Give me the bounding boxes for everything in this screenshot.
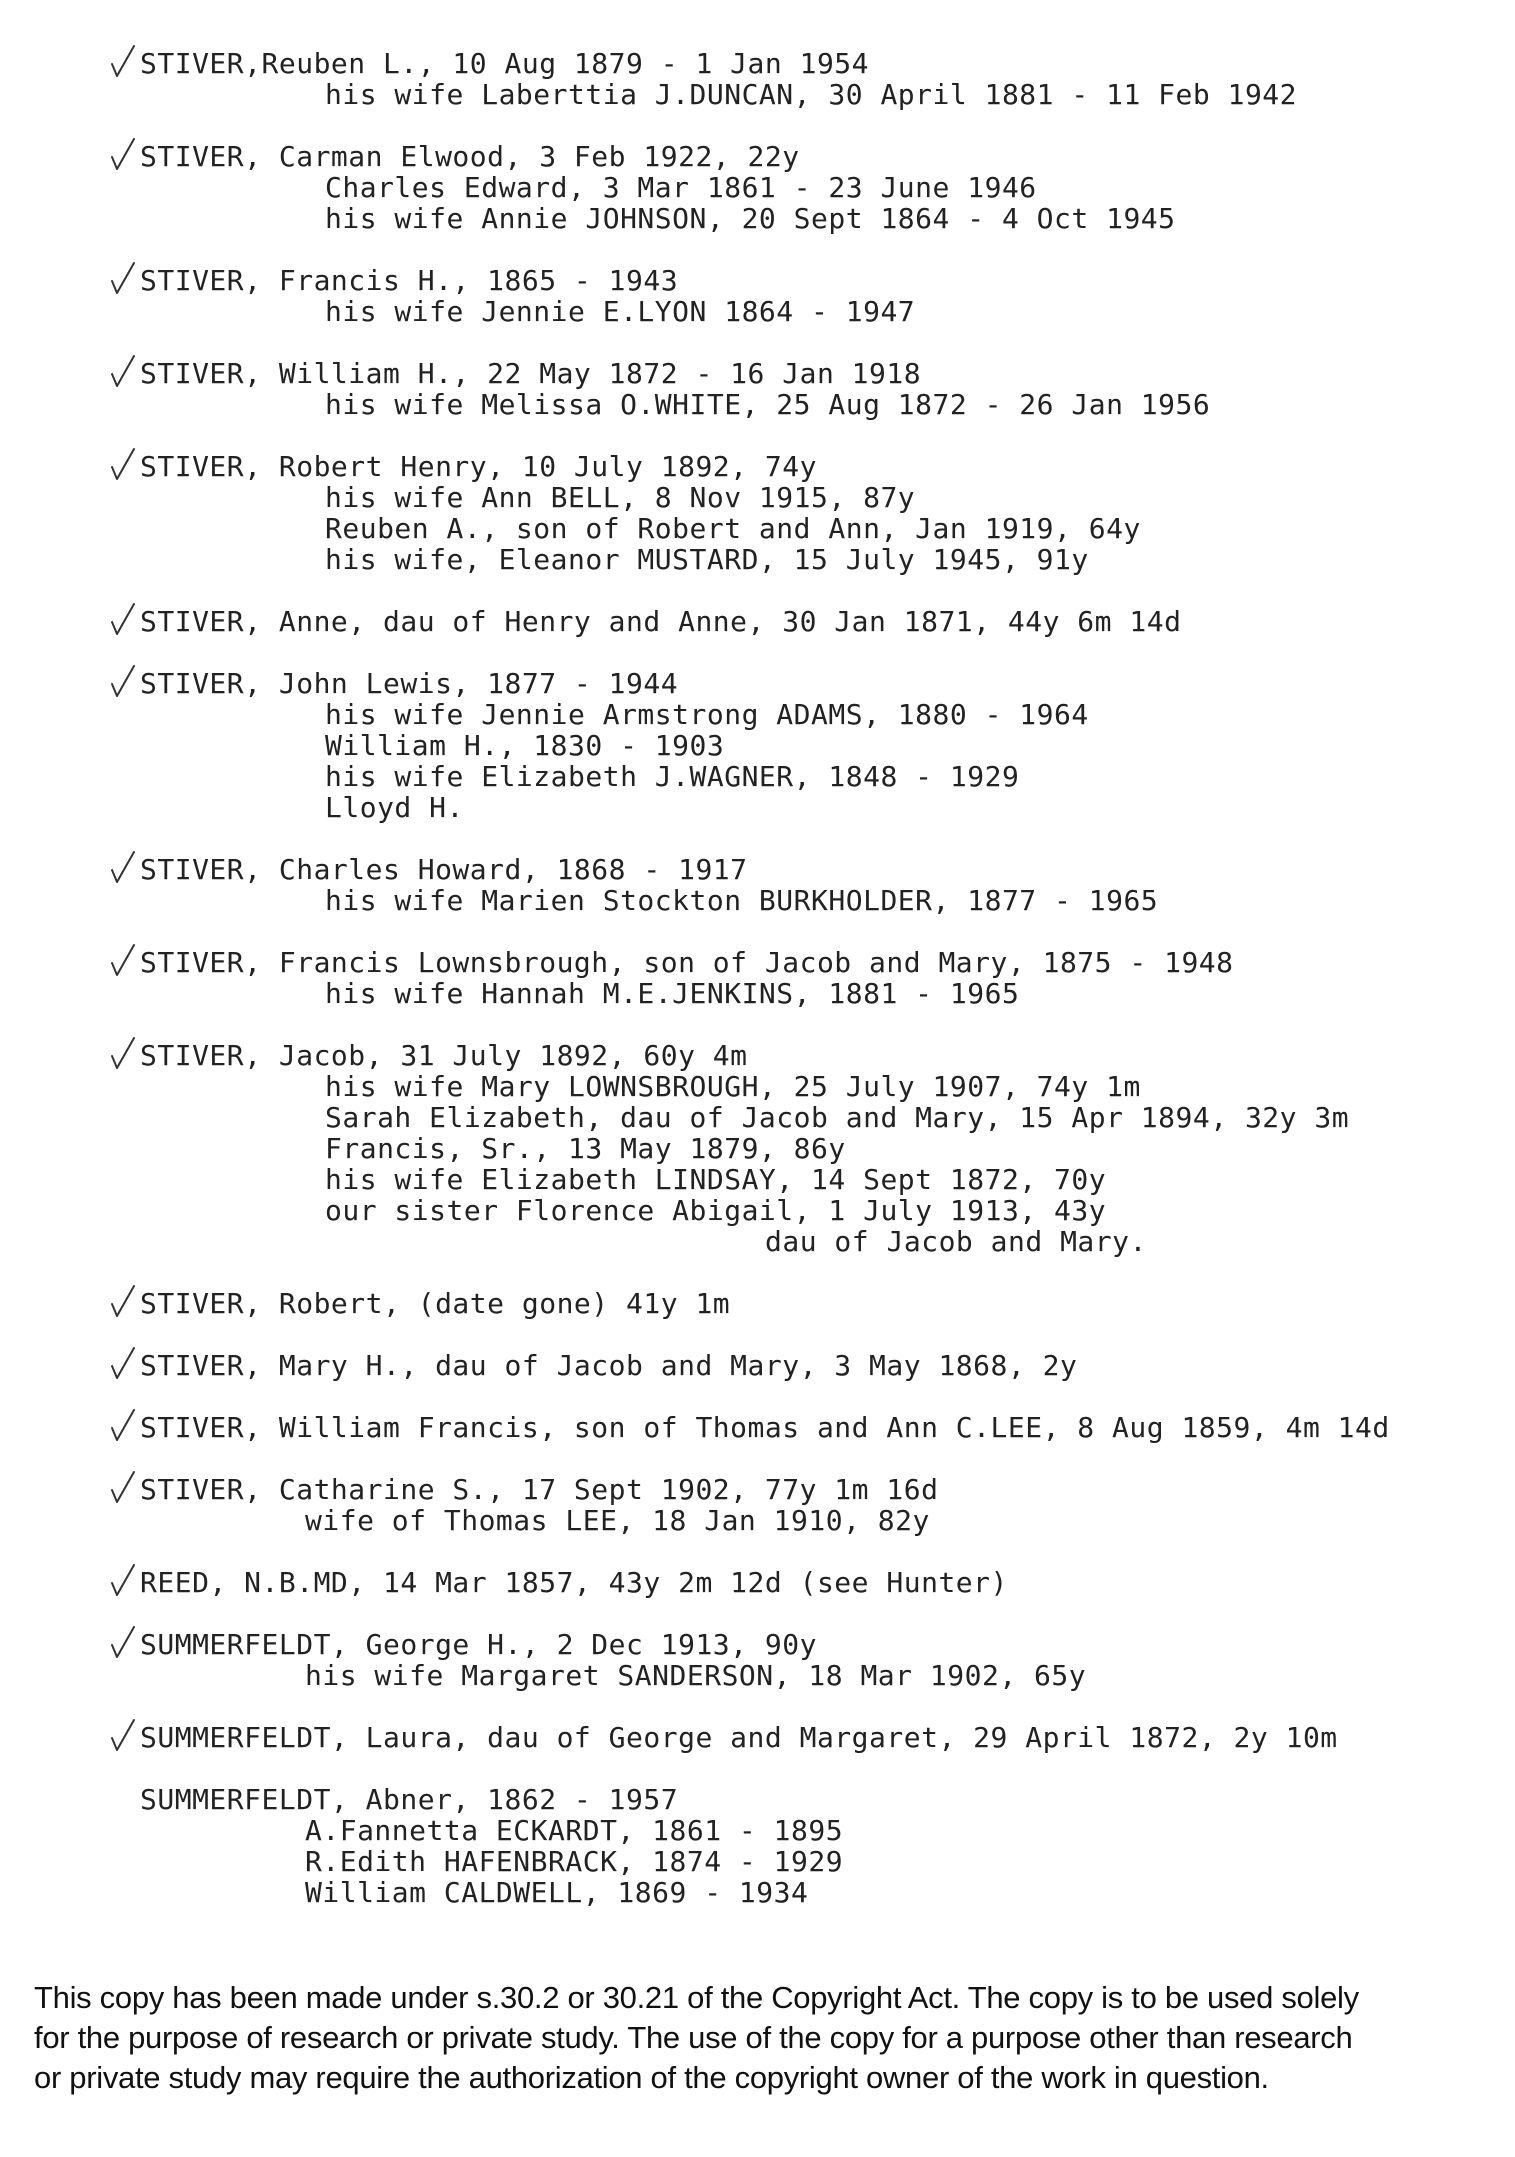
burial-entry bbox=[0, 141, 1515, 234]
entry-heading-line: REED, N.B.MD, 14 Mar 1857, 43y 2m 12d (see Hunter) bbox=[140, 1566, 1008, 1599]
entry-heading-line: STIVER, Anne, dau of Henry and Anne, 30 Jan 1871, 44y 6m 14d bbox=[140, 605, 1182, 638]
checkmark-icon bbox=[108, 1282, 138, 1322]
checkmark-icon bbox=[108, 1716, 138, 1756]
checkmark-icon bbox=[108, 1406, 138, 1446]
entry-detail-line: wife of Thomas LEE, 18 Jan 1910, 82y bbox=[305, 1504, 930, 1537]
entry-heading-line: STIVER,Reuben L., 10 Aug 1879 - 1 Jan 1954 bbox=[140, 47, 870, 80]
copyright-notice-line: This copy has been made under s.30.2 or 30.21 of the Copyright Act. The copy is to be used solely bbox=[34, 1980, 1359, 2015]
entry-detail-line: his wife Melissa O.WHITE, 25 Aug 1872 - 26 Jan 1956 bbox=[325, 388, 1211, 421]
entry-detail-line: Charles Edward, 3 Mar 1861 - 23 June 1946 bbox=[325, 171, 1037, 204]
entry-heading-line: STIVER, Mary H., dau of Jacob and Mary, 3 May 1868, 2y bbox=[140, 1349, 1078, 1382]
entry-heading-line: STIVER, John Lewis, 1877 - 1944 bbox=[140, 667, 679, 700]
burial-entry bbox=[0, 1350, 1515, 1381]
burial-entry bbox=[0, 358, 1515, 420]
entry-detail-line: our sister Florence Abigail, 1 July 1913, 43y bbox=[325, 1194, 1107, 1227]
entry-detail-line: R.Edith HAFENBRACK, 1874 - 1929 bbox=[305, 1845, 844, 1878]
burial-entry bbox=[0, 854, 1515, 916]
burial-entry bbox=[0, 265, 1515, 327]
burial-entry bbox=[0, 947, 1515, 1009]
checkmark-icon bbox=[108, 1034, 138, 1074]
burial-entry bbox=[0, 668, 1515, 823]
checkmark-icon bbox=[108, 42, 138, 82]
entry-detail-line: Francis, Sr., 13 May 1879, 86y bbox=[325, 1132, 846, 1165]
entry-detail-line: Sarah Elizabeth, dau of Jacob and Mary, 15 Apr 1894, 32y 3m bbox=[325, 1101, 1350, 1134]
checkmark-icon bbox=[108, 1344, 138, 1384]
entry-detail-line: his wife Laberttia J.DUNCAN, 30 April 1881 - 11 Feb 1942 bbox=[325, 78, 1298, 111]
checkmark-icon bbox=[108, 135, 138, 175]
entry-detail-line: his wife Ann BELL, 8 Nov 1915, 87y bbox=[325, 481, 916, 514]
entry-detail-line: William H., 1830 - 1903 bbox=[325, 729, 725, 762]
entry-detail-line: his wife Annie JOHNSON, 20 Sept 1864 - 4 Oct 1945 bbox=[325, 202, 1176, 235]
entry-detail-line: dau of Jacob and Mary. bbox=[765, 1225, 1147, 1258]
entry-detail-line: William CALDWELL, 1869 - 1934 bbox=[305, 1876, 809, 1909]
burial-entry bbox=[0, 1722, 1515, 1753]
entry-heading-line: SUMMERFELDT, Abner, 1862 - 1957 bbox=[140, 1783, 679, 1816]
burial-entry bbox=[0, 606, 1515, 637]
entry-heading-line: STIVER, Robert, (date gone) 41y 1m bbox=[140, 1287, 731, 1320]
copyright-notice bbox=[34, 1978, 1494, 2098]
entry-heading-line: STIVER, Carman Elwood, 3 Feb 1922, 22y bbox=[140, 140, 800, 173]
burial-entry bbox=[0, 1784, 1515, 1908]
burial-entry bbox=[0, 48, 1515, 110]
checkmark-icon bbox=[108, 1468, 138, 1508]
entry-detail-line: his wife Mary LOWNSBROUGH, 25 July 1907, 74y 1m bbox=[325, 1070, 1141, 1103]
entry-detail-line: his wife Marien Stockton BURKHOLDER, 1877 - 1965 bbox=[325, 884, 1159, 917]
checkmark-icon bbox=[108, 600, 138, 640]
entry-heading-line: STIVER, Francis Lownsbrough, son of Jacob and Mary, 1875 - 1948 bbox=[140, 946, 1234, 979]
entry-heading-line: STIVER, Charles Howard, 1868 - 1917 bbox=[140, 853, 748, 886]
entry-heading-line: STIVER, William Francis, son of Thomas and Ann C.LEE, 8 Aug 1859, 4m 14d bbox=[140, 1411, 1390, 1444]
burial-entry bbox=[0, 1288, 1515, 1319]
entry-detail-line: his wife Jennie E.LYON 1864 - 1947 bbox=[325, 295, 916, 328]
checkmark-icon bbox=[108, 445, 138, 485]
burial-entry bbox=[0, 1474, 1515, 1536]
entry-heading-line: SUMMERFELDT, Laura, dau of George and Margaret, 29 April 1872, 2y 10m bbox=[140, 1721, 1338, 1754]
entry-detail-line: his wife Margaret SANDERSON, 18 Mar 1902, 65y bbox=[305, 1659, 1087, 1692]
burial-entry bbox=[0, 451, 1515, 575]
burial-entry bbox=[0, 1040, 1515, 1257]
entry-detail-line: Reuben A., son of Robert and Ann, Jan 1919, 64y bbox=[325, 512, 1141, 545]
checkmark-icon bbox=[108, 941, 138, 981]
entry-detail-line: his wife Elizabeth LINDSAY, 14 Sept 1872, 70y bbox=[325, 1163, 1107, 1196]
checkmark-icon bbox=[108, 1561, 138, 1601]
entry-detail-line: his wife Hannah M.E.JENKINS, 1881 - 1965 bbox=[325, 977, 1020, 1010]
entry-heading-line: STIVER, Francis H., 1865 - 1943 bbox=[140, 264, 679, 297]
checkmark-icon bbox=[108, 662, 138, 702]
copyright-notice-line: for the purpose of research or private study. The use of the copy for a purpose other than research bbox=[34, 2020, 1353, 2055]
entry-detail-line: his wife Elizabeth J.WAGNER, 1848 - 1929 bbox=[325, 760, 1020, 793]
entry-heading-line: STIVER, William H., 22 May 1872 - 16 Jan 1918 bbox=[140, 357, 922, 390]
entry-heading-line: SUMMERFELDT, George H., 2 Dec 1913, 90y bbox=[140, 1628, 817, 1661]
entry-detail-line: his wife, Eleanor MUSTARD, 15 July 1945, 91y bbox=[325, 543, 1089, 576]
burial-entry bbox=[0, 1567, 1515, 1598]
entry-heading-line: STIVER, Robert Henry, 10 July 1892, 74y bbox=[140, 450, 817, 483]
entry-detail-line: his wife Jennie Armstrong ADAMS, 1880 - 1964 bbox=[325, 698, 1089, 731]
burial-entry bbox=[0, 1629, 1515, 1691]
entry-heading-line: STIVER, Jacob, 31 July 1892, 60y 4m bbox=[140, 1039, 748, 1072]
cemetery-transcription-list bbox=[0, 48, 1515, 1939]
burial-entry bbox=[0, 1412, 1515, 1443]
entry-detail-line: Lloyd H. bbox=[325, 791, 464, 824]
checkmark-icon bbox=[108, 1623, 138, 1663]
entry-detail-line: A.Fannetta ECKARDT, 1861 - 1895 bbox=[305, 1814, 844, 1847]
checkmark-icon bbox=[108, 352, 138, 392]
entry-heading-line: STIVER, Catharine S., 17 Sept 1902, 77y 1m 16d bbox=[140, 1473, 939, 1506]
checkmark-icon bbox=[108, 848, 138, 888]
checkmark-icon bbox=[108, 259, 138, 299]
copyright-notice-line: or private study may require the authorization of the copyright owner of the work in question. bbox=[34, 2060, 1269, 2095]
